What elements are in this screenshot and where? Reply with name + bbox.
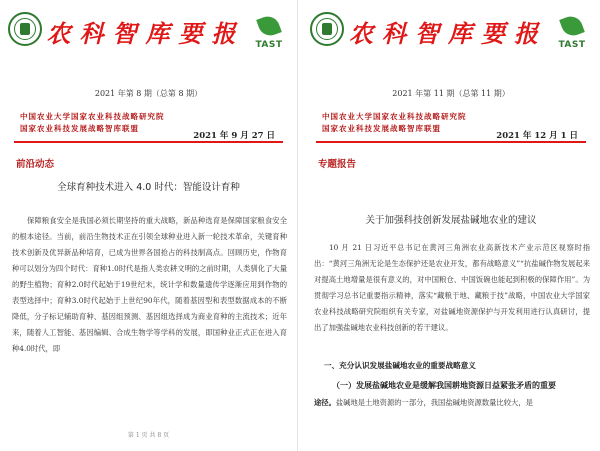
- publish-date: 2021 年 12 月 1 日: [496, 131, 578, 141]
- publisher-institute: 中国农业大学国家农业科技战略研究院: [20, 112, 165, 121]
- article-body: 保障粮食安全是我国必须长期坚持的重大战略，新品种选育是保障国家粮食安全的根本途径。当前，前沿生物技术正在引领全球种业进入新一轮技术革命，关键育种技术创新及优异新品种培育，已成为世界各国抢占的科技制高点。回顾历史，作物育种可以划分为四个时代：育种1.0时代是指人类农耕文明的之前时期，人类驯化了大量的野生植物；育种2.0时代起始于19世纪末，统计学和数量遗传学逐渐应用到作物的表型选择中；育种3.0时代起始于上世纪90年代，随着基因型和表型数据成本的不断降低，分子标记辅助育种、基因组预测、基因组选择成为商业育种的主流技术；近年来，随着人工智能、基因编辑、合成生物学等学科的发展，即国种业正式正在进入育种4.0时代，即: [12, 216, 287, 353]
- column-label: 前沿动态: [16, 159, 55, 170]
- page-footer: 第 1 页 共 8 页: [127, 432, 170, 439]
- issue-number: 2021 年第 11 期（总第 11 期）: [392, 89, 510, 98]
- newsletter-page-2: [302, 0, 600, 451]
- red-divider: [316, 141, 586, 143]
- publisher-alliance: 国家农业科技发展战略智库联盟: [322, 124, 441, 133]
- article-body: 10 月 21 日习近平总书记在黄河三角洲农业高新技术产业示范区视察时指出：“黄河三角洲无论是生态保护还是农业开发，都有战略意义”“抗盐碱作物发展起来对提高土地增量是很有意义的，对中国粮仓、中国饭碗也能起到积极的保障作用”。为贯彻学习总书记重要指示精神，落实“藏粮于地、藏粮于技”战略，中国农业大学国家农业科技战略研究院组织有关专家，对盐碱地资源保护与开发利用进行认真研讨，提出了加强盐碱地农业科技创新的若干建议。: [314, 243, 590, 332]
- issue-number: 2021 年第 8 期（总第 8 期）: [94, 89, 203, 98]
- masthead-title: 农科智库要报: [46, 19, 245, 48]
- university-seal-icon: [8, 12, 42, 46]
- subsection-heading-tail: 途径。: [314, 398, 336, 407]
- article-heading: 关于加强科技创新发展盐碱地农业的建议: [365, 215, 537, 226]
- publisher-institute: 中国农业大学国家农业科技战略研究院: [322, 112, 467, 121]
- section-heading: 一、充分认识发展盐碱地农业的重要战略意义: [324, 361, 476, 370]
- subsection-body: [314, 395, 590, 411]
- tast-logo-text: TAST: [255, 40, 283, 50]
- masthead-title: 农科智库要报: [349, 19, 547, 48]
- newsletter-page-1: [0, 0, 298, 451]
- article-heading: 全球育种技术进入 4.0 时代：智能设计育种: [57, 182, 240, 193]
- column-label: 专题报告: [318, 159, 357, 170]
- tast-logo-text: TAST: [558, 40, 586, 50]
- subsection-heading: （一）发展盐碱地农业是缓解我国耕地资源日益紧张矛盾的重要: [332, 380, 556, 390]
- subsection-text: 盐碱地是土地资源的一部分，我国盐碱地资源数量比较大，是: [335, 398, 533, 407]
- red-divider: [14, 141, 283, 143]
- university-seal-icon: [310, 12, 344, 46]
- tast-logo-icon: [249, 14, 289, 56]
- tast-logo-icon: [552, 14, 592, 56]
- publisher-alliance: 国家农业科技发展战略智库联盟: [20, 124, 139, 133]
- publish-date: 2021 年 9 月 27 日: [193, 131, 275, 141]
